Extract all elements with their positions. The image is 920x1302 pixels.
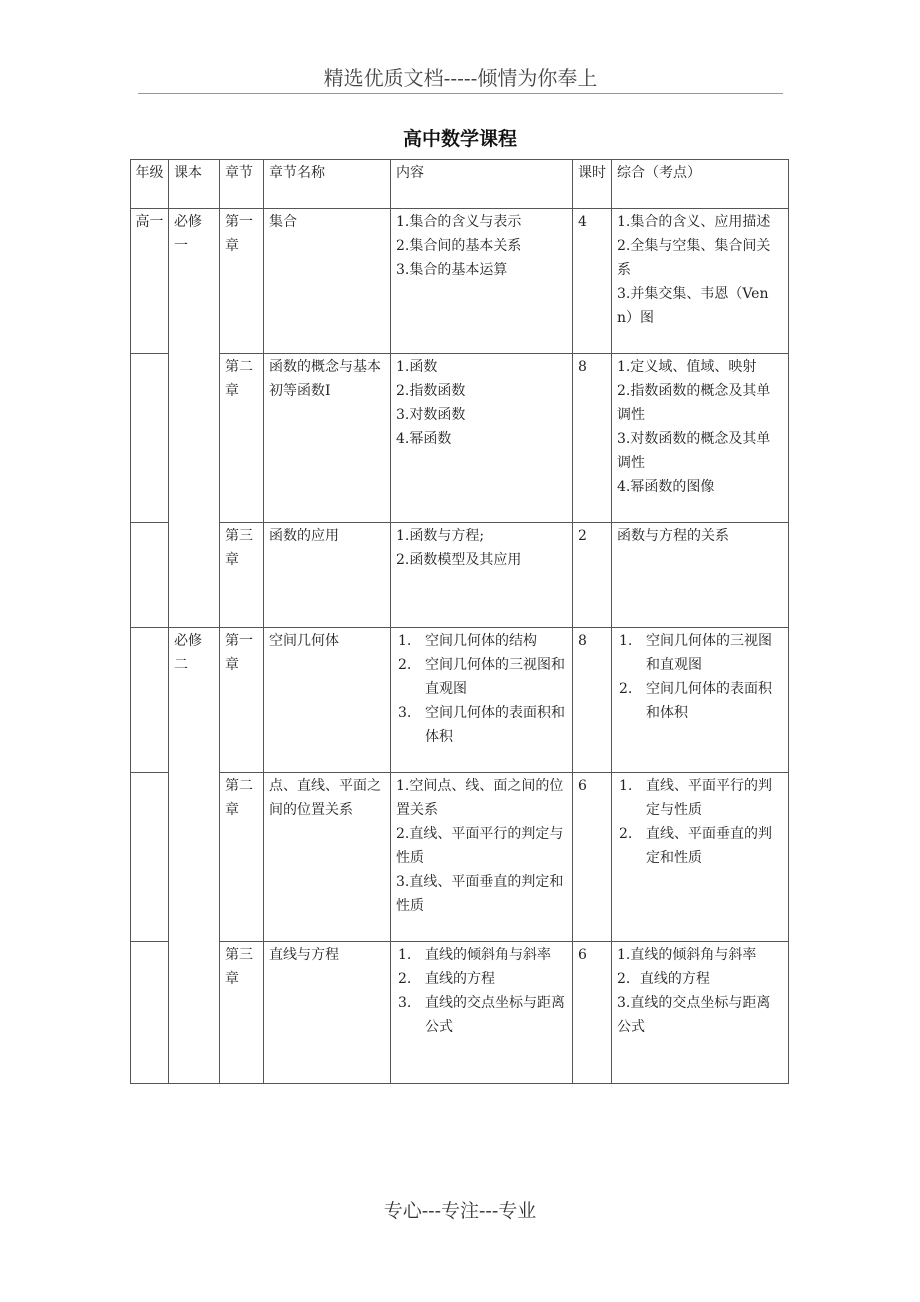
points-cell xyxy=(612,628,789,773)
header-book: 课本 xyxy=(169,160,220,209)
list-item: 3.并集交集、韦恩（Venn）图 xyxy=(617,286,769,326)
points-cell xyxy=(612,942,789,1084)
header-hours: 课时 xyxy=(573,160,612,209)
content-cell xyxy=(391,354,573,523)
item-text: 空间几何体的三视图和直观图 xyxy=(646,633,772,673)
numbered-item xyxy=(617,822,783,870)
list-item: 4.幂函数的图像 xyxy=(617,479,715,495)
hours-cell: 4 xyxy=(573,209,612,354)
list-item: 函数与方程的关系 xyxy=(617,528,729,544)
item-text: 空间几何体的三视图和直观图 xyxy=(425,657,565,697)
table-row xyxy=(131,628,789,773)
numbered-item xyxy=(396,701,567,749)
item-number: 1. xyxy=(398,633,412,649)
item-text: 空间几何体的结构 xyxy=(425,633,537,649)
content-cell xyxy=(391,523,573,628)
list-item: 3.直线、平面垂直的判定和性质 xyxy=(396,874,564,914)
item-text: 直线、平面垂直的判定和性质 xyxy=(646,826,772,866)
numbered-item xyxy=(396,943,567,967)
chapter-name-cell: 点、直线、平面之间的位置关系 xyxy=(264,773,391,942)
item-number: 3. xyxy=(398,705,412,721)
chapter-name-cell: 集合 xyxy=(264,209,391,354)
chapter-cell: 第二章 xyxy=(220,354,264,523)
item-text: 直线的倾斜角与斜率 xyxy=(425,947,551,963)
numbered-item xyxy=(396,629,567,653)
content-cell xyxy=(391,628,573,773)
list-item: 2.函数模型及其应用 xyxy=(396,552,522,568)
table-row xyxy=(131,523,789,628)
list-item: 2．直线的方程 xyxy=(617,971,710,987)
list-item: 3.对数函数 xyxy=(396,407,466,423)
item-number: 2. xyxy=(398,657,412,673)
hours-cell: 6 xyxy=(573,942,612,1084)
grade-cell xyxy=(131,628,169,773)
list-item: 1.集合的含义、应用描述 xyxy=(617,214,771,230)
list-item: 3.集合的基本运算 xyxy=(396,262,508,278)
grade-cell xyxy=(131,354,169,523)
hours-cell: 8 xyxy=(573,628,612,773)
item-number: 1. xyxy=(619,633,633,649)
chapter-cell: 第二章 xyxy=(220,773,264,942)
points-cell xyxy=(612,209,789,354)
header-points: 综合（考点） xyxy=(612,160,789,209)
item-number: 1. xyxy=(619,778,633,794)
numbered-item xyxy=(396,967,567,991)
numbered-item xyxy=(396,653,567,701)
grade-cell: 高一 xyxy=(131,209,169,354)
header-content: 内容 xyxy=(391,160,573,209)
table-header-row xyxy=(131,160,789,209)
list-item: 2.直线、平面平行的判定与性质 xyxy=(396,826,564,866)
numbered-item xyxy=(617,677,783,725)
book-cell: 必修二 xyxy=(169,628,220,1084)
content-cell xyxy=(391,942,573,1084)
chapter-cell: 第三章 xyxy=(220,523,264,628)
list-item: 4.幂函数 xyxy=(396,431,452,447)
hours-cell: 6 xyxy=(573,773,612,942)
table-row xyxy=(131,209,789,354)
header-grade: 年级 xyxy=(131,160,169,209)
header-chapter-name: 章节名称 xyxy=(264,160,391,209)
page-footer: 专心---专注---专业 xyxy=(383,1200,537,1222)
item-number: 2. xyxy=(398,971,412,987)
numbered-item xyxy=(617,629,783,677)
list-item: 1.函数 xyxy=(396,359,438,375)
table-row xyxy=(131,773,789,942)
numbered-item xyxy=(396,991,567,1039)
item-number: 2. xyxy=(619,826,633,842)
list-item: 3.直线的交点坐标与距离公式 xyxy=(617,995,771,1035)
header-divider xyxy=(138,93,783,94)
list-item: 2.全集与空集、集合间关系 xyxy=(617,238,771,278)
numbered-item xyxy=(617,774,783,822)
header-chapter: 章节 xyxy=(220,160,264,209)
points-cell xyxy=(612,773,789,942)
chapter-cell: 第三章 xyxy=(220,942,264,1084)
chapter-name-cell: 函数的概念与基本初等函数Ⅰ xyxy=(264,354,391,523)
table-row xyxy=(131,354,789,523)
content-cell xyxy=(391,209,573,354)
points-cell xyxy=(612,523,789,628)
chapter-cell: 第一章 xyxy=(220,209,264,354)
table-row xyxy=(131,942,789,1084)
item-text: 直线、平面平行的判定与性质 xyxy=(646,778,772,818)
grade-cell xyxy=(131,942,169,1084)
chapter-name-cell: 函数的应用 xyxy=(264,523,391,628)
list-item: 1.函数与方程; xyxy=(396,528,485,544)
grade-cell xyxy=(131,523,169,628)
list-item: 3.对数函数的概念及其单调性 xyxy=(617,431,771,471)
book-cell: 必修一 xyxy=(169,209,220,628)
item-text: 空间几何体的表面积和体积 xyxy=(646,681,772,721)
item-text: 直线的交点坐标与距离公式 xyxy=(425,995,565,1035)
hours-cell: 2 xyxy=(573,523,612,628)
list-item: 1.定义域、值域、映射 xyxy=(617,359,757,375)
item-number: 1. xyxy=(398,947,412,963)
list-item: 2.指数函数的概念及其单调性 xyxy=(617,383,771,423)
content-cell xyxy=(391,773,573,942)
item-text: 空间几何体的表面积和体积 xyxy=(425,705,565,745)
hours-cell: 8 xyxy=(573,354,612,523)
page-header: 精选优质文档-----倾情为你奉上 xyxy=(323,66,598,90)
points-cell xyxy=(612,354,789,523)
item-number: 3. xyxy=(398,995,412,1011)
list-item: 2.指数函数 xyxy=(396,383,466,399)
grade-cell xyxy=(131,773,169,942)
list-item: 1.直线的倾斜角与斜率 xyxy=(617,947,757,963)
item-number: 2. xyxy=(619,681,633,697)
chapter-name-cell: 空间几何体 xyxy=(264,628,391,773)
list-item: 1.空间点、线、面之间的位置关系 xyxy=(396,778,564,818)
chapter-cell: 第一章 xyxy=(220,628,264,773)
chapter-name-cell: 直线与方程 xyxy=(264,942,391,1084)
document-title: 高中数学课程 xyxy=(402,128,517,150)
list-item: 2.集合间的基本关系 xyxy=(396,238,522,254)
item-text: 直线的方程 xyxy=(425,971,495,987)
list-item: 1.集合的含义与表示 xyxy=(396,214,522,230)
course-table xyxy=(130,159,789,1084)
